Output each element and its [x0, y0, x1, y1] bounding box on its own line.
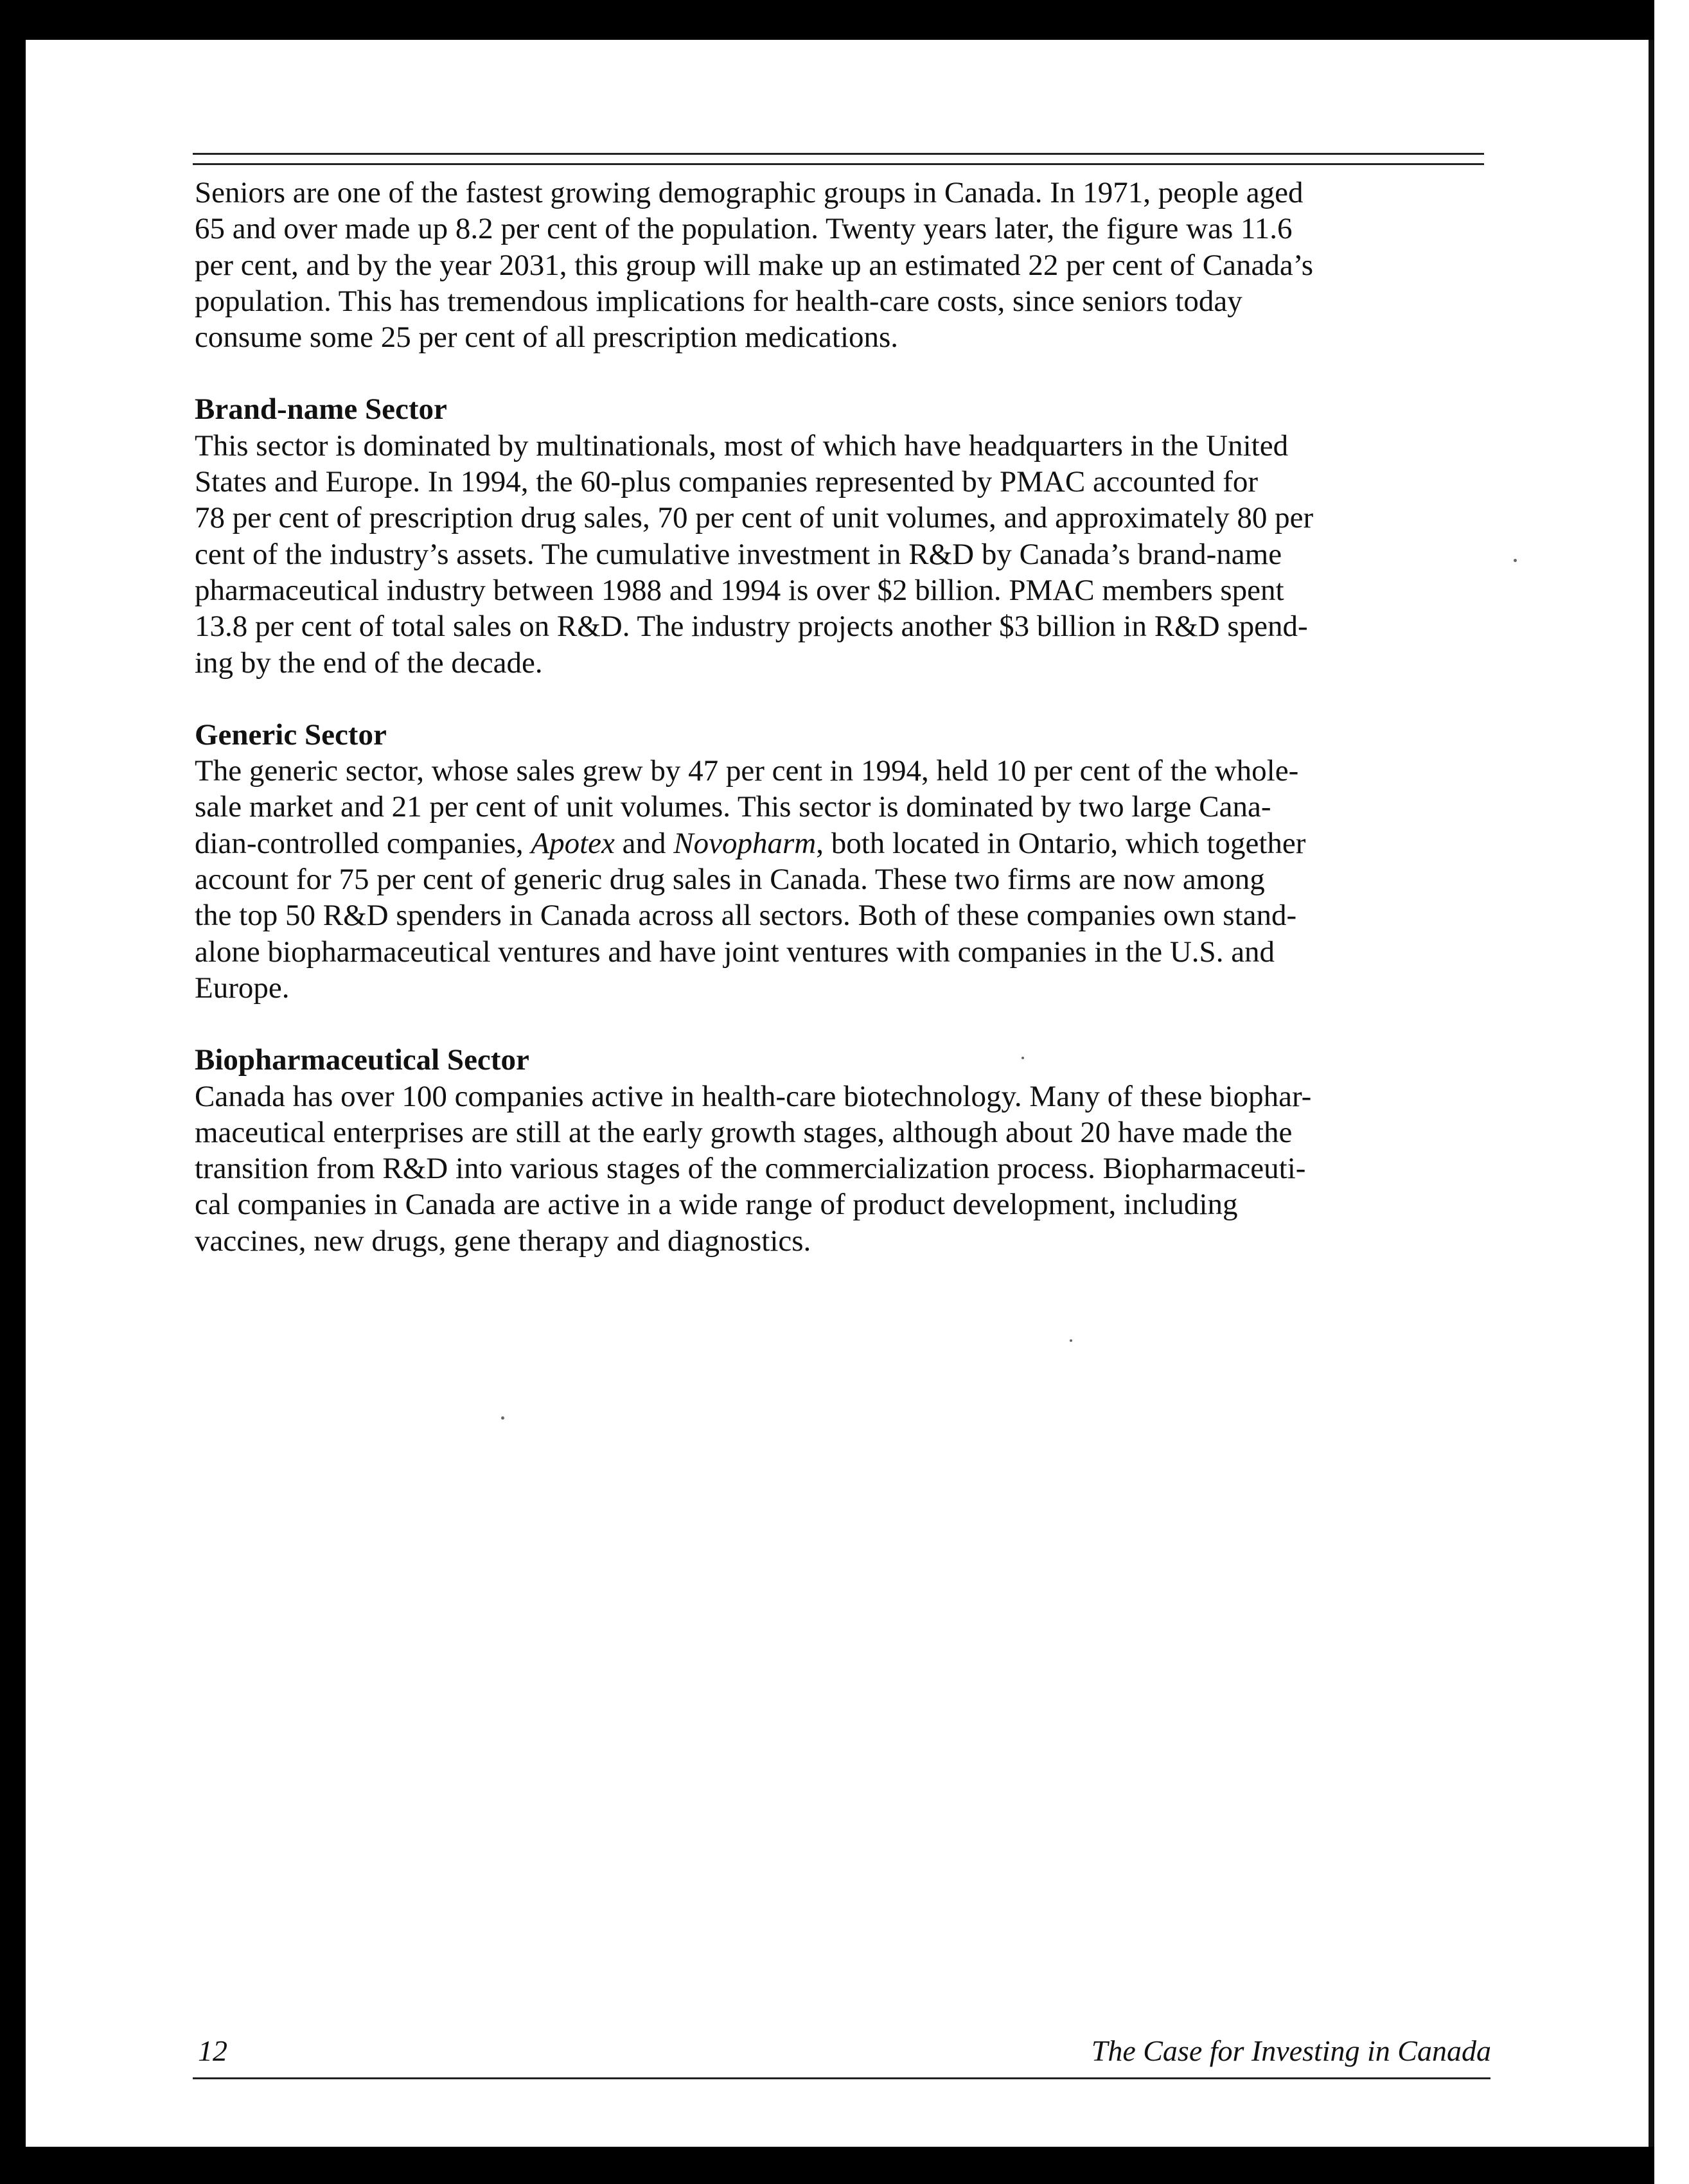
scan-border-bottom [0, 2147, 1689, 2184]
text-line: Canada has over 100 companies active in health-care biotechnology. Many of these biophar- [195, 1079, 1312, 1113]
text-line: population. This has tremendous implications for health-care costs, since seniors today [195, 284, 1242, 318]
scan-margin-right [1654, 0, 1689, 2184]
text-fragment: dian-controlled companies, [195, 826, 531, 860]
text-line: Europe. [195, 971, 290, 1005]
company-name-apotex: Apotex [531, 826, 615, 860]
scan-border-left [0, 0, 26, 2184]
scan-border-right [1649, 40, 1654, 2147]
biopharmaceutical-section [195, 1042, 1396, 1259]
scan-border-top [0, 0, 1689, 40]
text-line: account for 75 per cent of generic drug sales in Canada. These two firms are now among [195, 863, 1265, 897]
text-line [195, 825, 1396, 861]
header-rule-upper [193, 153, 1484, 155]
scan-speck [1514, 559, 1517, 562]
scan-speck [501, 1416, 504, 1420]
text-line: ing by the end of the decade. [195, 646, 543, 680]
company-name-novopharm: Novopharm [673, 826, 817, 860]
text-line: cent of the industry’s assets. The cumulative investment in R&D by Canada’s brand-name [195, 537, 1282, 571]
scan-speck [1070, 1339, 1072, 1342]
generic-section [195, 717, 1396, 1006]
text-fragment: and [614, 826, 674, 860]
text-line: 13.8 per cent of total sales on R&D. The industry projects another $3 billion in R&D spend- [195, 610, 1308, 644]
text-line: This sector is dominated by multinationals, most of which have headquarters in the United [195, 428, 1289, 462]
text-line: sale market and 21 per cent of unit volumes. This sector is dominated by two large Cana- [195, 790, 1271, 824]
section-heading: Generic Sector [195, 718, 387, 752]
text-line: 78 per cent of prescription drug sales, 70 per cent of unit volumes, and approximately 80 per [195, 501, 1314, 535]
text-line: transition from R&D into various stages of the commercialization process. Biopharmaceuti- [195, 1152, 1306, 1186]
text-line: Seniors are one of the fastest growing demographic groups in Canada. In 1971, people aged [195, 176, 1304, 209]
text-line: cal companies in Canada are active in a wide range of product development, including [195, 1188, 1238, 1222]
text-line: maceutical enterprises are still at the early growth stages, although about 20 have made the [195, 1115, 1293, 1149]
section-heading: Brand-name Sector [195, 392, 447, 427]
intro-paragraph [195, 175, 1396, 355]
brand-name-section [195, 391, 1396, 680]
text-line: per cent, and by the year 2031, this group will make up an estimated 22 per cent of Canada’s [195, 248, 1314, 282]
page-body [195, 175, 1396, 1295]
text-line: alone biopharmaceutical ventures and have joint ventures with companies in the U.S. and [195, 935, 1275, 969]
footer-rule [193, 2077, 1490, 2079]
text-line: consume some 25 per cent of all prescription medications. [195, 321, 899, 355]
running-footer-title: The Case for Investing in Canada [1091, 2034, 1491, 2067]
header-rule-lower [193, 163, 1484, 165]
text-line: pharmaceutical industry between 1988 and 1994 is over $2 billion. PMAC members spent [195, 573, 1284, 607]
text-line: States and Europe. In 1994, the 60-plus companies represented by PMAC accounted for [195, 465, 1259, 499]
scan-speck [1021, 1057, 1024, 1059]
text-line: The generic sector, whose sales grew by 47 per cent in 1994, held 10 per cent of the whole- [195, 754, 1299, 788]
text-fragment: , both located in Ontario, which together [816, 826, 1306, 860]
text-line: 65 and over made up 8.2 per cent of the population. Twenty years later, the figure was 11.6 [195, 212, 1293, 246]
page-number: 12 [198, 2034, 227, 2067]
text-line: the top 50 R&D spenders in Canada across all sectors. Both of these companies own stand- [195, 899, 1297, 933]
text-line: vaccines, new drugs, gene therapy and diagnostics. [195, 1224, 811, 1258]
section-heading: Biopharmaceutical Sector [195, 1043, 529, 1077]
